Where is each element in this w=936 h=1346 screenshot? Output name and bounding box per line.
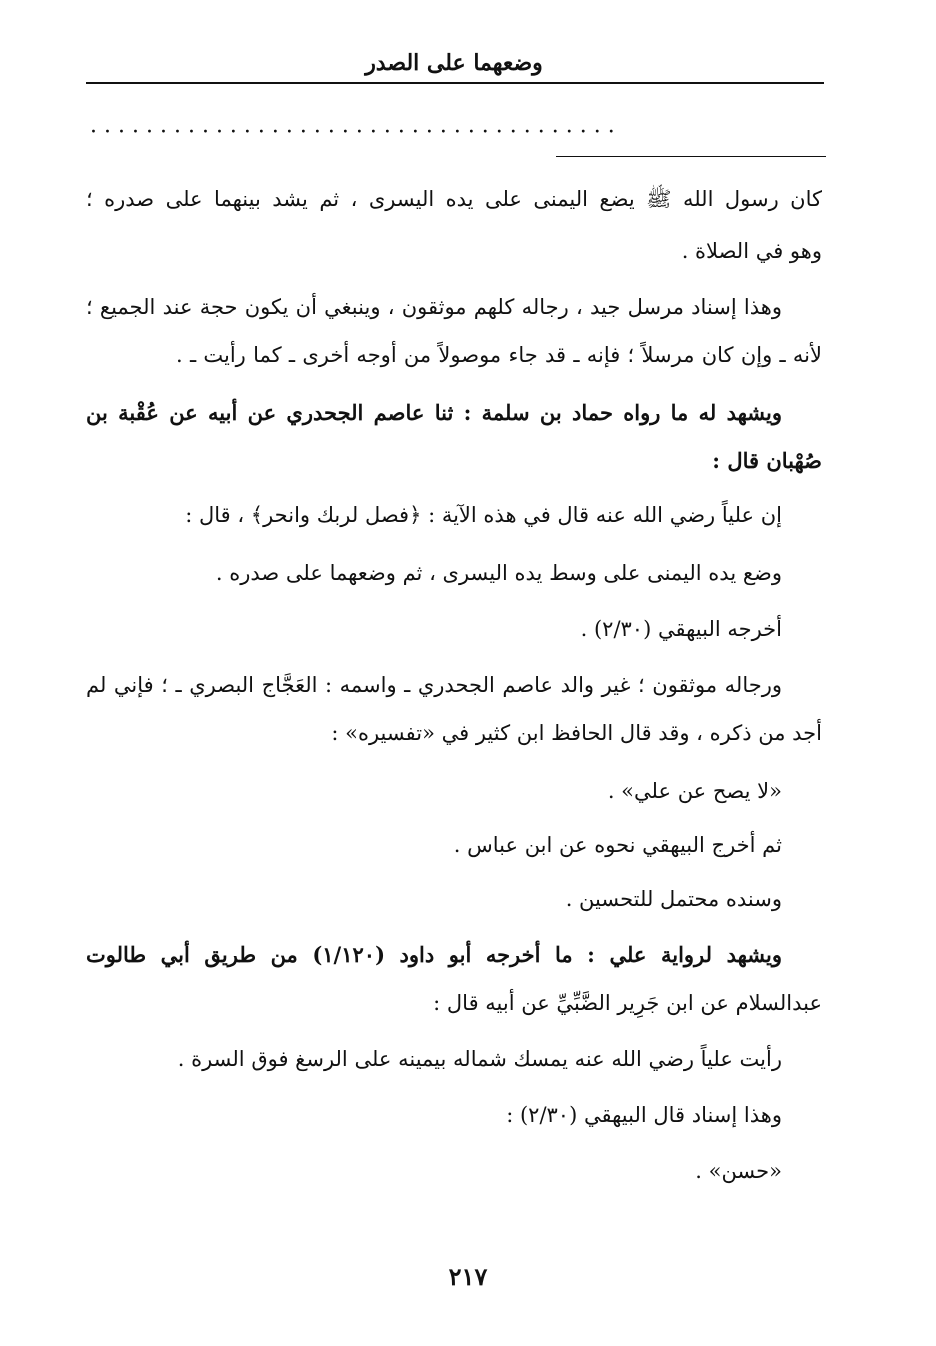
text-line-10: ورجاله موثقون ؛ غير والد عاصم الجحدري ـ واسمه : العَجَّاج البصري ـ ؛ فإني لم — [86, 673, 782, 697]
text-line-3: وهذا إسناد مرسل جيد ، رجاله كلهم موثقون ، وينبغي أن يكون حجة عند الجميع ؛ — [86, 295, 782, 319]
text-line-11: أجد من ذكره ، وقد قال الحافظ ابن كثير في «تفسيره» : — [331, 721, 822, 745]
text-line-19: «حسن» . — [695, 1159, 782, 1183]
text-line-17: رأيت علياً رضي الله عنه يمسك شماله بيمينه على الرسغ فوق السرة . — [177, 1047, 782, 1071]
page-number: ٢١٧ — [448, 1262, 488, 1291]
text-line-7: إن علياً رضي الله عنه قال في هذه الآية : ﴿فصل لربك وانحر﴾ ، قال : — [185, 503, 782, 527]
text-line-13: ثم أخرج البيهقي نحوه عن ابن عباس . — [453, 833, 782, 857]
text-line-14: وسنده محتمل للتحسين . — [565, 887, 782, 911]
header-rule — [86, 82, 824, 84]
text-line-16: عبدالسلام عن ابن جَرِير الضَّبِّيِّ عن أبيه قال : — [433, 991, 822, 1015]
text-line-4: لأنه ـ وإن كان مرسلاً ؛ فإنه ـ قد جاء موصولاً من أوجه أخرى ـ كما رأيت ـ . — [176, 343, 823, 367]
text-line-12: «لا يصح عن علي» . — [607, 779, 782, 803]
section-rule — [556, 156, 826, 157]
omission-dots: ······································ — [90, 120, 622, 145]
text-line-2: وهو في الصلاة . — [681, 239, 822, 263]
text-line-18: وهذا إسناد قال البيهقي (٢/٣٠) : — [506, 1103, 782, 1127]
text-line-1: كان رسول الله ﷺ يضع اليمنى على يده اليسرى ، ثم يشد بينهما على صدره ؛ — [86, 187, 822, 211]
text-line-9: أخرجه البيهقي (٢/٣٠) . — [580, 617, 782, 641]
text-line-8: وضع يده اليمنى على وسط يده اليسرى ، ثم وضعهما على صدره . — [215, 561, 782, 585]
text-line-15: ويشهد لرواية علي : ما أخرجه أبو داود (١/١٢٠) من طريق أبي طالوت — [86, 942, 782, 967]
text-line-5: ويشهد له ما رواه حماد بن سلمة : ثنا عاصم الجحدري عن أبيه عن عُقْبة بن — [86, 400, 782, 425]
text-line-6: صُهْبان قال : — [712, 448, 822, 473]
running-head-title: وضعهما على الصدر — [365, 50, 543, 76]
